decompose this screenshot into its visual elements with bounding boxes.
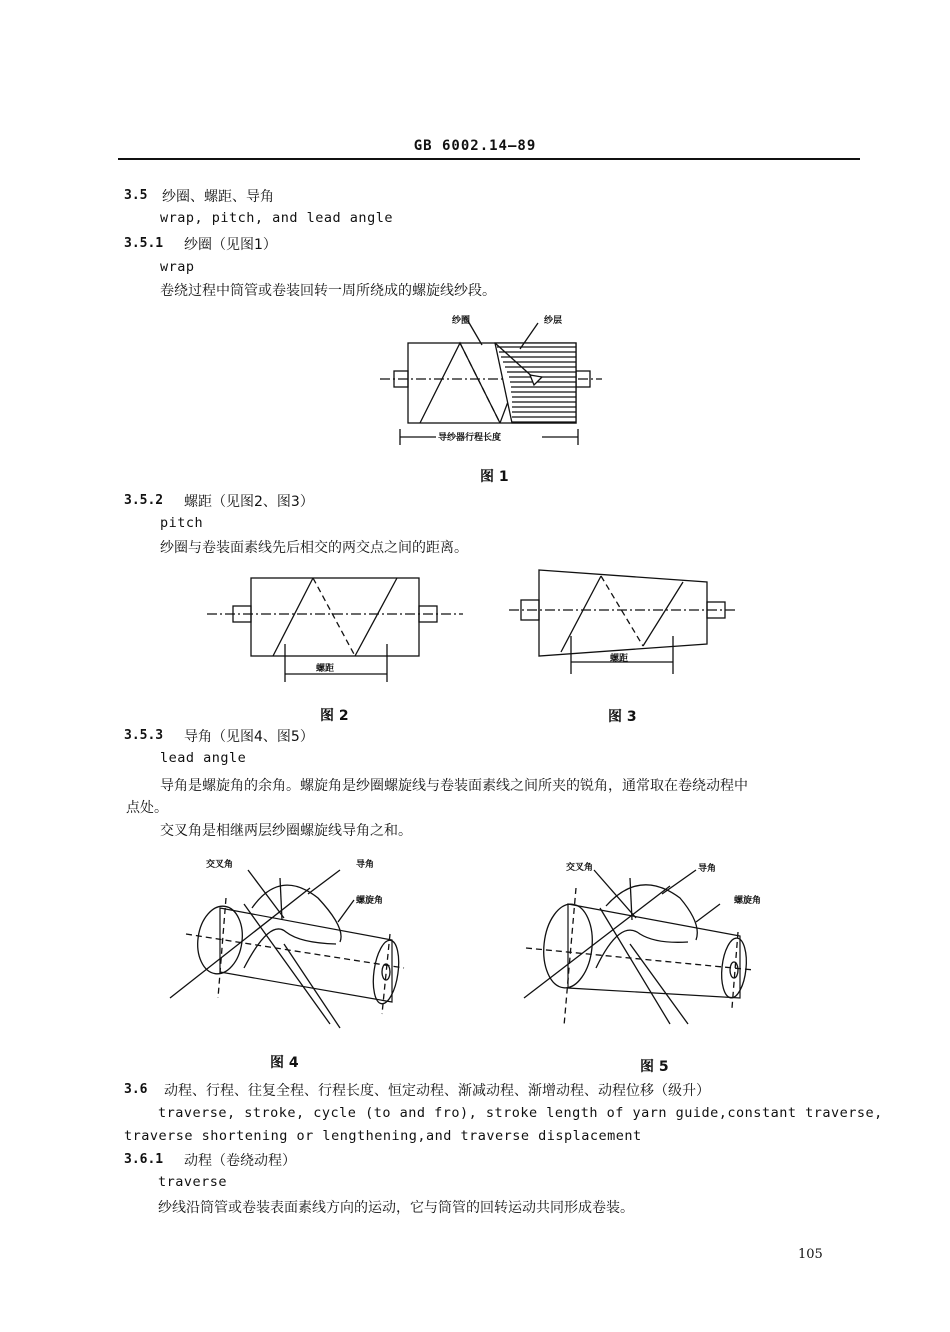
section-title-english: lead angle [160, 750, 247, 766]
figure-label: 导纱器行程长度 [438, 433, 502, 443]
header-rule [118, 158, 860, 160]
figure-label: 纱圈 [452, 316, 471, 326]
section-number: 3.6.1 [124, 1152, 164, 1167]
section-title-english: pitch [160, 515, 204, 531]
section-title: 导角（见图4、图5） [184, 729, 314, 745]
section-title: 动程（卷绕动程） [184, 1153, 296, 1169]
figure-label: 螺旋角 [356, 896, 384, 906]
figure-label: 螺旋角 [734, 896, 762, 906]
section-number: 3.5 [124, 188, 148, 203]
definition-text: 点处。 [126, 800, 168, 816]
figure-3-pitch-cone-diagram [505, 562, 740, 687]
definition-text: 纱圈与卷装面素线先后相交的两交点之间的距离。 [160, 540, 468, 556]
definition-text: 卷绕过程中筒管或卷装回转一周所绕成的螺旋线纱段。 [160, 283, 496, 299]
figure-label: 交叉角 [566, 863, 594, 873]
section-number: 3.6 [124, 1082, 148, 1097]
figure-4-lead-angle-diagram [160, 848, 430, 1048]
section-number: 3.5.1 [124, 236, 164, 251]
definition-text: 交叉角是相继两层纱圈螺旋线导角之和。 [160, 823, 412, 839]
figure-caption: 图 2 [320, 708, 349, 724]
figure-label: 导角 [356, 860, 375, 870]
section-title-english: wrap [160, 259, 195, 275]
section-title: 动程、行程、往复全程、行程长度、恒定动程、渐减动程、渐增动程、动程位移（级升） [164, 1083, 710, 1099]
standard-code-header: GB 6002.14—89 [413, 138, 537, 154]
section-title-english: traverse shortening or lengthening,and traverse displacement [124, 1128, 642, 1144]
page-number: 105 [798, 1247, 823, 1262]
figure-caption: 图 3 [608, 709, 637, 725]
definition-text: 纱线沿筒管或卷装表面素线方向的运动，它与筒管的回转运动共同形成卷装。 [158, 1200, 634, 1216]
figure-caption: 图 4 [270, 1055, 299, 1071]
section-number: 3.5.3 [124, 728, 164, 743]
figure-label: 纱层 [544, 316, 563, 326]
section-title: 螺距（见图2、图3） [184, 494, 314, 510]
section-title: 纱圈、螺距、导角 [162, 189, 274, 205]
definition-text: 导角是螺旋角的余角。螺旋角是纱圈螺旋线与卷装面素线之间所夹的锐角，通常取在卷绕动程中 [160, 778, 748, 794]
section-number: 3.5.2 [124, 493, 164, 508]
figure-5-lead-angle-diagram [520, 848, 790, 1048]
figure-caption: 图 5 [640, 1059, 669, 1075]
figure-label: 螺距 [316, 664, 335, 674]
figure-label: 螺距 [610, 654, 629, 664]
section-title-english: traverse, stroke, cycle (to and fro), stroke length of yarn guide,constant traverse, [158, 1105, 883, 1121]
figure-caption: 图 1 [480, 469, 509, 485]
figure-label: 导角 [698, 864, 717, 874]
figure-2-pitch-diagram [205, 570, 465, 690]
section-title-english: traverse [158, 1174, 228, 1190]
figure-label: 交叉角 [206, 860, 234, 870]
section-title-english: wrap, pitch, and lead angle [160, 210, 393, 226]
section-title: 纱圈（见图1） [184, 237, 277, 253]
